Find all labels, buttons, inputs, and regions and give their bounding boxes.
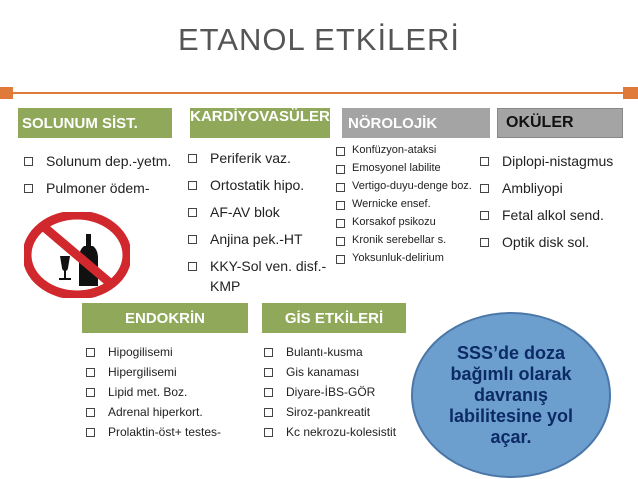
checkbox-bullet-icon xyxy=(480,211,489,220)
list-item: Hipergilisemi xyxy=(84,365,254,379)
callout-oval xyxy=(411,312,611,478)
checkbox-bullet-icon xyxy=(86,408,95,417)
header-endokrin: ENDOKRİN xyxy=(82,303,248,333)
list-item: Ortostatik hipo. xyxy=(186,175,334,195)
list-item: Pulmoner ödem- xyxy=(22,178,172,198)
header-kardiyovaskuler: KARDİYOVASÜLER xyxy=(190,108,330,138)
checkbox-bullet-icon xyxy=(188,181,197,190)
checkbox-bullet-icon xyxy=(336,147,345,156)
list-norolojik xyxy=(334,144,486,270)
list-item: Gis kanaması xyxy=(262,365,422,379)
checkbox-bullet-icon xyxy=(264,428,273,437)
checkbox-bullet-icon xyxy=(188,235,197,244)
header-solunum: SOLUNUM SİST. xyxy=(18,108,172,138)
list-item: Optik disk sol. xyxy=(478,232,628,252)
checkbox-bullet-icon xyxy=(336,255,345,264)
title-bar-right xyxy=(623,87,638,99)
checkbox-bullet-icon xyxy=(188,208,197,217)
list-item: Diplopi-nistagmus xyxy=(478,151,628,171)
checkbox-bullet-icon xyxy=(86,388,95,397)
checkbox-bullet-icon xyxy=(264,388,273,397)
checkbox-bullet-icon xyxy=(188,154,197,163)
checkbox-bullet-icon xyxy=(336,219,345,228)
title-bar-line xyxy=(13,92,623,94)
list-item: Diyare-İBS-GÖR xyxy=(262,385,422,399)
list-item: Emosyonel labilite xyxy=(334,162,486,175)
checkbox-bullet-icon xyxy=(336,201,345,210)
checkbox-bullet-icon xyxy=(86,348,95,357)
list-item: KKY-Sol ven. disf.-KMP xyxy=(186,256,334,296)
list-item: Kronik serebellar s. xyxy=(334,234,486,247)
list-item: Prolaktin-öst+ testes- xyxy=(84,425,254,439)
checkbox-bullet-icon xyxy=(264,368,273,377)
list-kardiyovaskuler xyxy=(186,148,334,303)
list-item: Lipid met. Boz. xyxy=(84,385,254,399)
checkbox-bullet-icon xyxy=(188,262,197,271)
list-solunum xyxy=(22,151,172,205)
list-item: Adrenal hiperkort. xyxy=(84,405,254,419)
list-item: Hipogilisemi xyxy=(84,345,254,359)
checkbox-bullet-icon xyxy=(480,184,489,193)
header-gis: GİS ETKİLERİ xyxy=(262,303,406,333)
list-item: Anjina pek.-HT xyxy=(186,229,334,249)
list-item: Yoksunluk-delirium xyxy=(334,252,486,265)
list-item: Ambliyopi xyxy=(478,178,628,198)
list-item: Konfüzyon-ataksi xyxy=(334,144,486,157)
list-item: Wernicke ensef. xyxy=(334,198,486,211)
checkbox-bullet-icon xyxy=(86,428,95,437)
checkbox-bullet-icon xyxy=(264,408,273,417)
checkbox-bullet-icon xyxy=(86,368,95,377)
checkbox-bullet-icon xyxy=(24,184,33,193)
checkbox-bullet-icon xyxy=(480,238,489,247)
list-item: Fetal alkol send. xyxy=(478,205,628,225)
title-bar-left xyxy=(0,87,13,99)
list-okuler xyxy=(478,151,628,259)
header-okuler: OKÜLER xyxy=(497,108,623,138)
header-norolojik: NÖROLOJİK xyxy=(342,108,490,138)
list-item: AF-AV blok xyxy=(186,202,334,222)
checkbox-bullet-icon xyxy=(336,183,345,192)
checkbox-bullet-icon xyxy=(24,157,33,166)
list-item: Periferik vaz. xyxy=(186,148,334,168)
list-item: Vertigo-duyu-denge boz. xyxy=(334,180,486,193)
checkbox-bullet-icon xyxy=(480,157,489,166)
checkbox-bullet-icon xyxy=(264,348,273,357)
list-item: Bulantı-kusma xyxy=(262,345,422,359)
list-item: Solunum dep.-yetm. xyxy=(22,151,172,171)
callout-text: SSS’de doza bağımlı olarak davranış labilitesine yol açar. xyxy=(448,342,574,447)
list-item: Korsakof psikozu xyxy=(334,216,486,229)
list-gis xyxy=(262,345,422,445)
checkbox-bullet-icon xyxy=(336,165,345,174)
no-alcohol-icon xyxy=(24,212,130,298)
list-endokrin xyxy=(84,345,254,445)
slide-title: ETANOL ETKİLERİ xyxy=(177,22,460,57)
list-item: Kc nekrozu-kolesistit xyxy=(262,425,422,439)
list-item: Siroz-pankreatit xyxy=(262,405,422,419)
checkbox-bullet-icon xyxy=(336,237,345,246)
